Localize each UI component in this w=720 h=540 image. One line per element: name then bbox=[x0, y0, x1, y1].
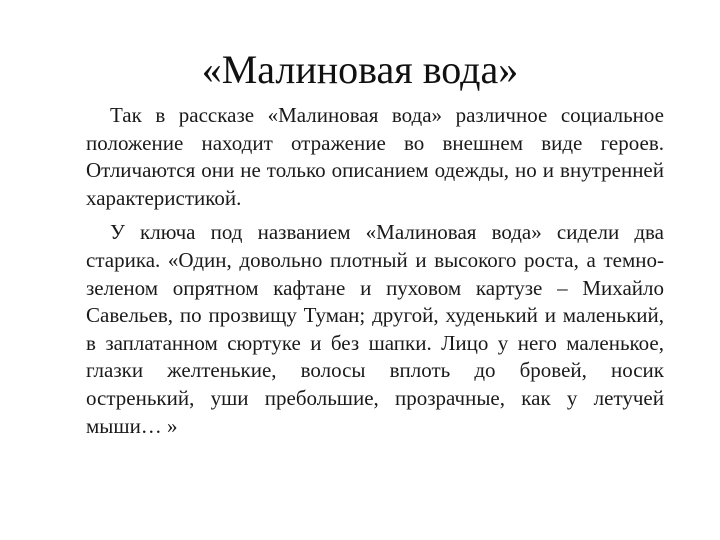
slide-title: «Малиновая вода» bbox=[201, 47, 519, 92]
paragraph-intro: Так в рассказе «Малиновая вода» различное социальное положение находит отражение во внешнем виде героев. Отличаются они не только описанием одежды, но и внутренней характеристикой. bbox=[86, 103, 664, 210]
slide-body bbox=[86, 102, 664, 440]
paragraph-quote: У ключа под названием «Малиновая вода» сидели два старика. «Один, довольно плотный и высокого роста, а темно-зеленом опрятном кафтане и пуховом картузе – Михайло Савельев, по прозвищу Туман; другой, худенький и маленький, в заплатанном сюртуке и без шапки. Лицо у него маленькое, глазки желтенькие, волосы вплоть до бровей, носик остренький, уши пребольшие, прозрачные, как у летучей мыши… » bbox=[86, 220, 664, 438]
